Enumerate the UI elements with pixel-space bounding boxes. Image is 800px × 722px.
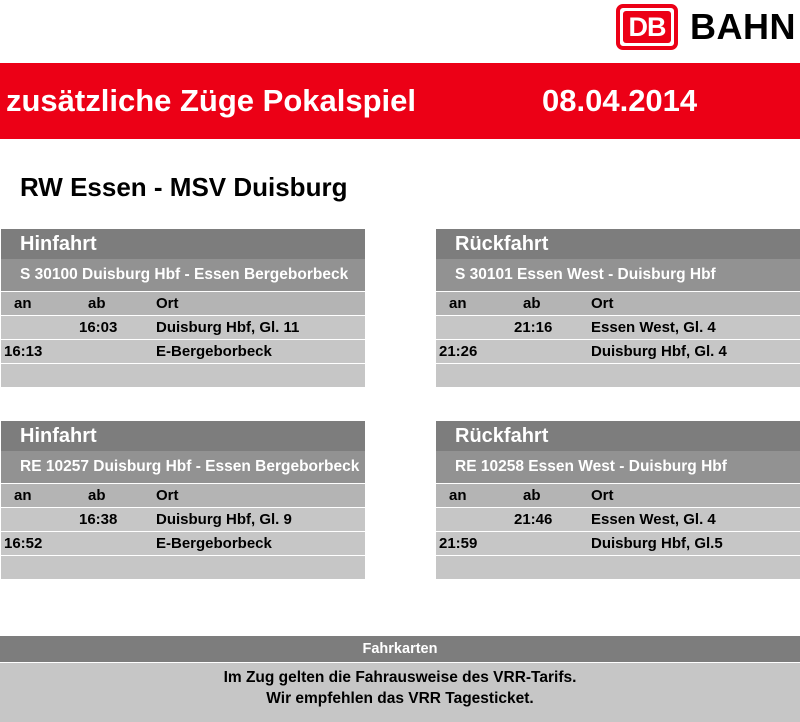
column-ort: Ort [156, 295, 179, 312]
table-row [1, 507, 365, 531]
timetable-panel-rueckfahrt-re [436, 421, 800, 579]
empty-row [436, 555, 800, 579]
train-title: S 30101 Essen West - Duisburg Hbf [436, 259, 800, 291]
empty-row [436, 363, 800, 387]
table-row [1, 339, 365, 363]
cell-ab: 16:38 [79, 511, 118, 528]
table-row [436, 339, 800, 363]
panel-heading: Rückfahrt [436, 229, 800, 259]
train-title: RE 10257 Duisburg Hbf - Essen Bergeborbeck [1, 451, 365, 483]
column-an: an [449, 487, 467, 504]
column-ab: ab [88, 295, 106, 312]
cell-an: 16:13 [4, 343, 43, 360]
cell-ab: 21:16 [514, 319, 553, 336]
db-logo-text: DB [623, 11, 671, 43]
column-header-row [436, 291, 800, 315]
cell-ab: 21:46 [514, 511, 553, 528]
cell-ab: 16:03 [79, 319, 118, 336]
timetable-panel-hinfahrt-re [1, 421, 365, 579]
cell-ort: E-Bergeborbeck [156, 535, 272, 552]
cell-ort: E-Bergeborbeck [156, 343, 272, 360]
column-ort: Ort [591, 295, 614, 312]
footer-line-1: Im Zug gelten die Fahrausweise des VRR-Tarifs. [223, 669, 577, 686]
footer-line-2: Wir empfehlen das VRR Tagesticket. [266, 690, 534, 707]
panel-heading: Hinfahrt [1, 421, 365, 451]
column-ab: ab [523, 295, 541, 312]
train-title: S 30100 Duisburg Hbf - Essen Bergeborbeck [1, 259, 365, 291]
column-header-row [1, 483, 365, 507]
table-row [1, 315, 365, 339]
db-logo-mark [616, 4, 678, 50]
table-row [1, 531, 365, 555]
column-an: an [14, 295, 32, 312]
footer-body [0, 662, 800, 722]
column-ort: Ort [156, 487, 179, 504]
empty-row [1, 555, 365, 579]
table-row [436, 315, 800, 339]
cell-ort: Duisburg Hbf, Gl. 11 [156, 319, 300, 336]
cell-ort: Essen West, Gl. 4 [591, 511, 716, 528]
banner-title: zusätzliche Züge Pokalspiel [6, 83, 417, 118]
empty-row [1, 363, 365, 387]
bahn-wordmark: BAHN [690, 6, 796, 47]
cell-an: 21:59 [439, 535, 478, 552]
column-ab: ab [88, 487, 106, 504]
column-ort: Ort [591, 487, 614, 504]
cell-ort: Duisburg Hbf, Gl.5 [591, 535, 723, 552]
banner-date: 08.04.2014 [542, 83, 698, 118]
column-header-row [436, 483, 800, 507]
column-an: an [14, 487, 32, 504]
panel-heading: Rückfahrt [436, 421, 800, 451]
panel-heading: Hinfahrt [1, 229, 365, 259]
cell-ort: Duisburg Hbf, Gl. 9 [156, 511, 292, 528]
cell-an: 16:52 [4, 535, 43, 552]
cell-ort: Essen West, Gl. 4 [591, 319, 716, 336]
column-ab: ab [523, 487, 541, 504]
table-row [436, 531, 800, 555]
timetable-panel-rueckfahrt-s-bahn [436, 229, 800, 387]
cell-ort: Duisburg Hbf, Gl. 4 [591, 343, 727, 360]
column-an: an [449, 295, 467, 312]
timetable-panel-hinfahrt-s-bahn [1, 229, 365, 387]
title-banner [0, 63, 800, 139]
table-row [436, 507, 800, 531]
column-header-row [1, 291, 365, 315]
match-title: RW Essen - MSV Duisburg [20, 172, 348, 202]
footer-heading: Fahrkarten [0, 636, 800, 662]
train-title: RE 10258 Essen West - Duisburg Hbf [436, 451, 800, 483]
cell-an: 21:26 [439, 343, 478, 360]
db-bahn-logo [616, 4, 796, 50]
ticket-info-footer [0, 636, 800, 722]
